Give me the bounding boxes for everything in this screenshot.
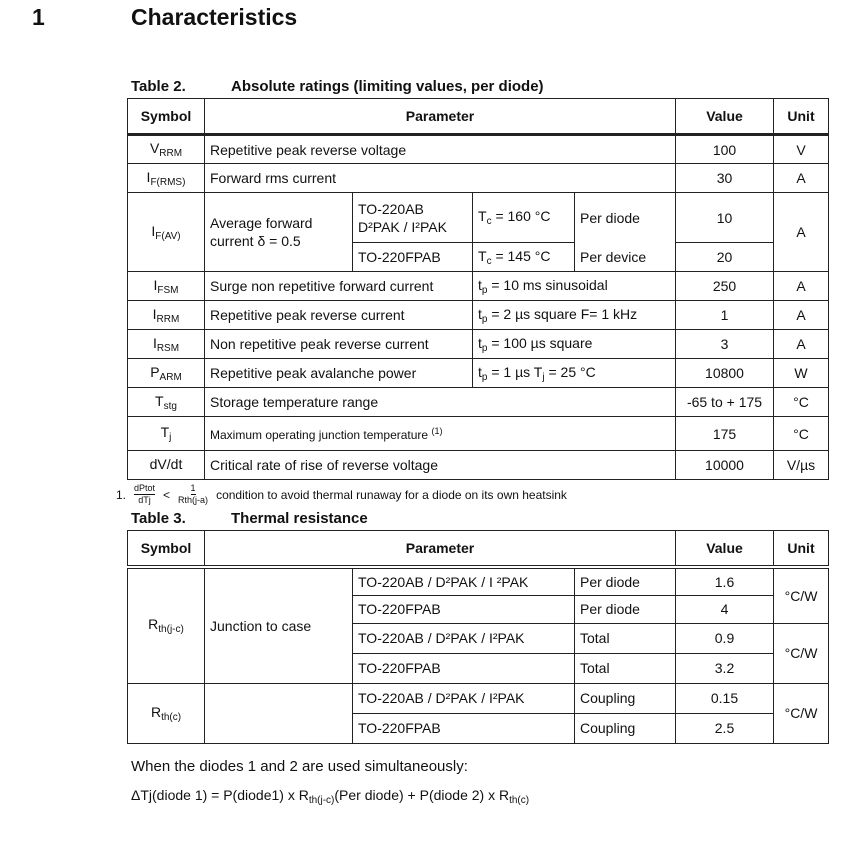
symbol-sub: th(j-c) (158, 624, 184, 636)
cell-value: 0.9 (676, 623, 774, 653)
cell-value: 3 (676, 330, 774, 359)
cell-condition (473, 272, 676, 301)
header-parameter: Parameter (205, 531, 676, 568)
cell-parameter: Junction to case (205, 567, 353, 683)
cell-value: 10000 (676, 451, 774, 480)
symbol-sub: RRM (159, 148, 183, 159)
cell-value: 4 (676, 595, 774, 623)
cell-value: 30 (676, 164, 774, 193)
cell-package: TO-220AB / D²PAK / I²PAK (353, 623, 575, 653)
table2-caption (131, 78, 828, 98)
formula-part: (Per diode) + P(diode 2) x R (334, 786, 510, 803)
cell-condition (473, 243, 575, 272)
cell-condition (473, 301, 676, 330)
cell-condition (473, 193, 575, 243)
symbol-base: R (150, 703, 162, 720)
cell-parameter: Critical rate of rise of reverse voltage (205, 451, 676, 480)
cell-scope: Per diode (575, 193, 676, 243)
table-row (128, 567, 829, 595)
cell-parameter (205, 683, 353, 743)
cell-unit: V/µs (774, 451, 829, 480)
symbol-sub: th(c) (161, 711, 182, 723)
symbol-base: I (152, 334, 157, 351)
cell-parameter: Average forward current δ = 0.5 (205, 193, 353, 272)
symbol-sub: p (481, 284, 488, 296)
cell-scope: Per diode (575, 595, 676, 623)
symbol-sub: F(AV) (155, 230, 181, 242)
symbol-sub: c (486, 255, 492, 267)
fraction-dptot-dtj (134, 483, 155, 506)
symbol-sub: j (169, 432, 172, 443)
symbol-base: t (478, 305, 482, 322)
table-row (128, 451, 829, 480)
table-row (128, 683, 829, 713)
cell-scope: Coupling (575, 683, 676, 713)
footnote-number: 1. (116, 487, 127, 502)
cell-parameter: Repetitive peak reverse voltage (205, 135, 676, 164)
note-text: When the diodes 1 and 2 are used simultaneously: (131, 757, 468, 775)
table-row (128, 164, 829, 193)
cell-value: 10 (676, 193, 774, 243)
symbol-base: P (150, 363, 160, 380)
cell-unit: V (774, 135, 829, 164)
cell-symbol (128, 388, 205, 417)
symbol-base: T (160, 424, 170, 440)
symbol-base: t (478, 363, 482, 380)
symbol-sub: p (481, 342, 488, 354)
cell-condition (473, 330, 676, 359)
condition-sub: j (542, 371, 545, 383)
cell-scope: Total (575, 623, 676, 653)
table3-caption (131, 510, 828, 530)
cell-symbol (128, 135, 205, 164)
cell-unit: °C/W (774, 683, 829, 743)
footnote-text: condition to avoid thermal runaway for a diode on its own heatsink (216, 487, 567, 502)
cell-unit: °C/W (774, 623, 829, 683)
formula-sub: th(j-c) (308, 794, 335, 806)
parameter-text: Maximum operating junction temperature (210, 427, 429, 442)
formula-sub: th(c) (509, 794, 530, 806)
symbol-sub: p (481, 371, 488, 383)
table2-title: Absolute ratings (limiting values, per diode) (231, 78, 544, 95)
cell-symbol (128, 164, 205, 193)
cell-scope: Coupling (575, 713, 676, 743)
condition-text: = 1 µs T (487, 363, 543, 380)
cell-value: 3.2 (676, 653, 774, 683)
cell-value: 1.6 (676, 567, 774, 595)
cell-symbol (128, 451, 205, 480)
cell-value: 2.5 (676, 713, 774, 743)
symbol-sub: stg (163, 400, 177, 412)
symbol-sub: FSM (157, 284, 179, 296)
section-number: 1 (32, 4, 45, 30)
thermal-resistance-table (127, 530, 829, 744)
cell-value: -65 to + 175 (676, 388, 774, 417)
cell-unit: A (774, 272, 829, 301)
cell-package: TO-220FPAB (353, 713, 575, 743)
condition-text: = 145 °C (491, 247, 551, 264)
symbol-base: V (149, 140, 160, 156)
cell-unit: °C/W (774, 567, 829, 623)
cell-parameter: Storage temperature range (205, 388, 676, 417)
cell-package: TO-220FPAB (353, 653, 575, 683)
cell-symbol (128, 359, 205, 388)
symbol-sub: ARM (159, 371, 182, 383)
symbol-base: T (155, 392, 164, 409)
fraction-denominator: dTj (138, 495, 151, 505)
symbol-sub: RSM (156, 342, 180, 354)
cell-scope: Total (575, 653, 676, 683)
cell-package: TO-220FPAB (353, 595, 575, 623)
table-row (128, 193, 829, 243)
symbol-base: T (478, 208, 487, 224)
cell-value: 1 (676, 301, 774, 330)
fraction-numerator: dPtot (134, 483, 156, 493)
cell-package: TO-220AB D²PAK / I²PAK (353, 193, 473, 243)
symbol-sub: c (486, 216, 492, 227)
cell-scope: Per device (575, 243, 676, 272)
table-row (128, 272, 829, 301)
formula-part: ΔTj(diode 1) = P(diode1) x R (131, 786, 309, 803)
symbol-sub: F(RMS) (150, 176, 186, 188)
cell-symbol (128, 683, 205, 743)
cell-symbol (128, 417, 205, 451)
cell-unit: °C (774, 417, 829, 451)
symbol-base: t (478, 276, 482, 293)
cell-package: TO-220FPAB (353, 243, 473, 272)
symbol-sub: RRM (156, 313, 180, 325)
table-row (128, 388, 829, 417)
absolute-ratings-table (127, 98, 829, 480)
table2-label: Table 2. (131, 78, 186, 95)
table-row (128, 330, 829, 359)
cell-symbol (128, 330, 205, 359)
cell-value: 250 (676, 272, 774, 301)
symbol-base: I (151, 222, 156, 239)
cell-parameter: Forward rms current (205, 164, 676, 193)
less-than: < (163, 487, 171, 502)
cell-unit: A (774, 330, 829, 359)
condition-text: = 100 µs square (487, 334, 593, 351)
cell-unit: A (774, 193, 829, 272)
cell-parameter (205, 417, 676, 451)
cell-symbol (128, 567, 205, 683)
symbol-base: I (152, 305, 157, 322)
symbol-base: dV/dt (149, 455, 183, 472)
header-symbol: Symbol (128, 531, 205, 568)
header-symbol: Symbol (128, 99, 205, 135)
cell-unit: W (774, 359, 829, 388)
cell-condition (473, 359, 676, 388)
table-row (128, 135, 829, 164)
cell-unit: A (774, 301, 829, 330)
fraction-denominator: Rth(j-a) (178, 495, 209, 505)
cell-parameter: Surge non repetitive forward current (205, 272, 473, 301)
thermal-formula (131, 787, 828, 806)
fraction-1-rth (178, 483, 208, 506)
fraction-numerator: 1 (190, 483, 196, 493)
cell-package: TO-220AB / D²PAK / I²PAK (353, 683, 575, 713)
header-value: Value (676, 531, 774, 568)
footnote (116, 483, 828, 506)
cell-symbol (128, 301, 205, 330)
cell-unit: A (774, 164, 829, 193)
cell-value: 175 (676, 417, 774, 451)
cell-parameter: Repetitive peak reverse current (205, 301, 473, 330)
cell-value: 0.15 (676, 683, 774, 713)
cell-unit: °C (774, 388, 829, 417)
cell-parameter: Repetitive peak avalanche power (205, 359, 473, 388)
symbol-base: t (478, 334, 482, 351)
cell-value: 10800 (676, 359, 774, 388)
symbol-sub: p (481, 313, 488, 325)
condition-text: = 25 °C (544, 363, 596, 380)
table-row (128, 417, 829, 451)
cell-value: 100 (676, 135, 774, 164)
section-header (0, 0, 850, 40)
condition-text: = 10 ms sinusoidal (487, 276, 608, 293)
table-row (128, 301, 829, 330)
header-unit: Unit (774, 99, 829, 135)
cell-package: TO-220AB / D²PAK / I ²PAK (353, 567, 575, 595)
cell-parameter: Non repetitive peak reverse current (205, 330, 473, 359)
content (116, 40, 828, 806)
cell-value: 20 (676, 243, 774, 272)
header-parameter: Parameter (205, 99, 676, 135)
symbol-base: I (153, 276, 158, 293)
cell-symbol (128, 272, 205, 301)
symbol-base: R (148, 616, 159, 633)
header-unit: Unit (774, 531, 829, 568)
footnote-ref: (1) (431, 425, 443, 436)
symbol-base: I (146, 168, 151, 185)
condition-text: = 2 µs square F= 1 kHz (487, 305, 638, 322)
section-title: Characteristics (131, 4, 298, 30)
table-row (128, 359, 829, 388)
table3-label: Table 3. (131, 510, 186, 527)
symbol-base: T (478, 247, 487, 264)
header-value: Value (676, 99, 774, 135)
cell-symbol (128, 193, 205, 272)
cell-scope: Per diode (575, 567, 676, 595)
condition-text: = 160 °C (491, 208, 551, 224)
table3-title: Thermal resistance (231, 510, 368, 527)
